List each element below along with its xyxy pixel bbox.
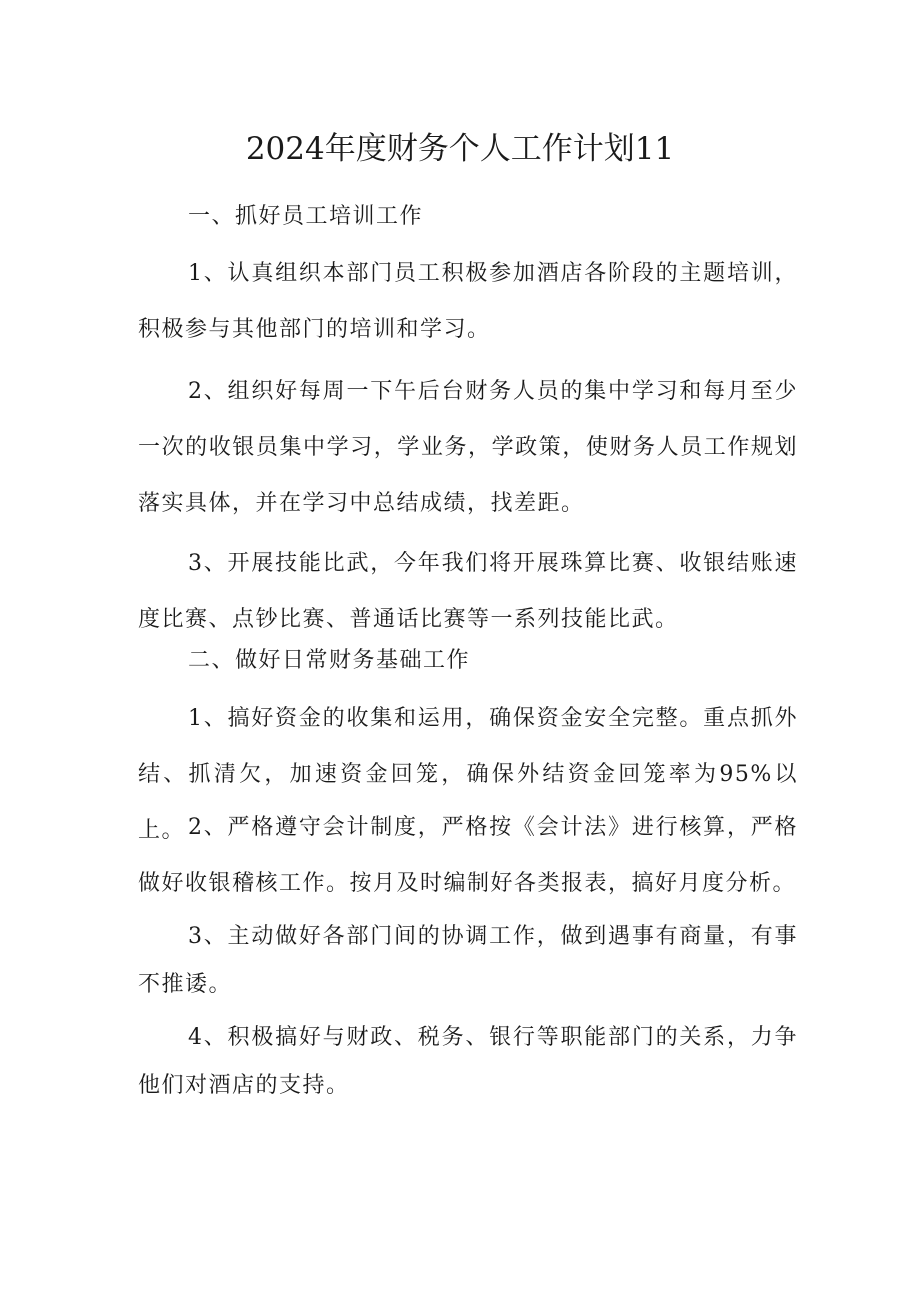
document-title: 2024年度财务个人工作计划11 [245,131,675,167]
section-heading-1: 一、抓好员工培训工作 [188,204,424,229]
section-2-item-2: 2、严格遵守会计制度，严格按《会计法》进行核算，严格做好收银稽核工作。按月及时编制好各类报表，搞好月度分析。 [138,815,798,896]
section-2-item-1: 1、搞好资金的收集和运用，确保资金安全完整。重点抓外结、抓清欠，加速资金回笼，确保外结资金回笼率为95%以上。 [138,706,798,843]
section-2-item-3: 3、主动做好各部门间的协调工作，做到遇事有商量，有事不推诿。 [138,924,798,997]
section-heading-2: 二、做好日常财务基础工作 [188,648,471,673]
section-1-item-3: 3、开展技能比武，今年我们将开展珠算比赛、收银结账速度比赛、点钞比赛、普通话比赛等一系列技能比武。 [138,551,798,632]
section-1-item-2: 2、组织好每周一下午后台财务人员的集中学习和每月至少一次的收银员集中学习，学业务，学政策，使财务人员工作规划落实具体，并在学习中总结成绩，找差距。 [138,379,798,516]
section-1-item-1: 1、认真组织本部门员工积极参加酒店各阶段的主题培训，积极参与其他部门的培训和学习。 [138,261,798,342]
section-2-item-4: 4、积极搞好与财政、税务、银行等职能部门的关系，力争他们对酒店的支持。 [138,1025,798,1098]
